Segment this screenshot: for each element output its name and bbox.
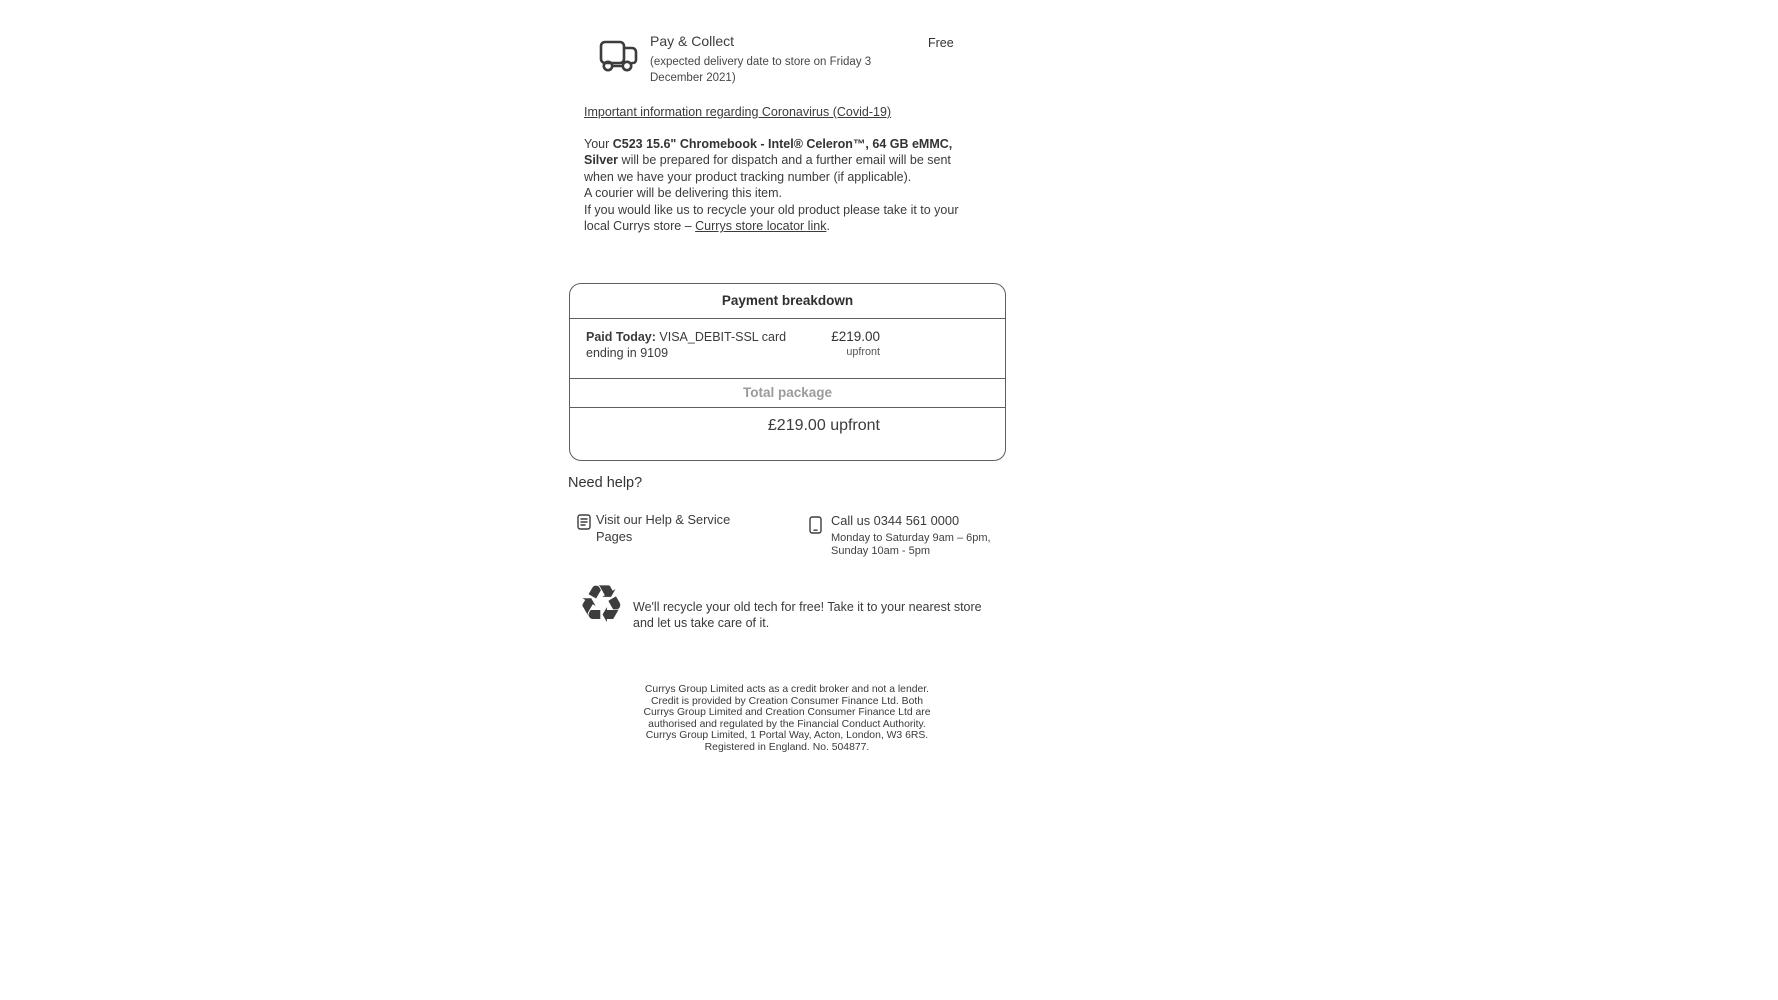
payment-breakdown-title: Payment breakdown xyxy=(570,284,1005,319)
total-amount-block xyxy=(768,417,880,435)
paid-today-method: VISA_DEBIT-SSL card ending in 9109 xyxy=(586,330,787,360)
need-help-heading: Need help? xyxy=(568,475,643,491)
opening-hours xyxy=(831,532,1011,557)
phone-icon xyxy=(809,516,822,534)
dispatch-prefix: Your xyxy=(584,137,613,151)
delivery-note-line1: (expected delivery date to store on Friday 3 xyxy=(650,56,872,68)
store-locator-link[interactable]: Currys store locator link xyxy=(695,219,827,234)
courier-line: A courier will be delivering this item. xyxy=(584,186,782,201)
total-amount-row xyxy=(570,408,1005,461)
total-term: upfront xyxy=(830,417,880,434)
help-pages-icon xyxy=(577,514,592,531)
paid-today-label: Paid Today: xyxy=(586,330,656,344)
call-us-number[interactable]: Call us 0344 561 0000 xyxy=(831,513,960,528)
delivery-note xyxy=(650,55,871,86)
paid-today-amount: £219.00 xyxy=(831,329,880,344)
legal-footer: Currys Group Limited acts as a credit broker and not a lender. Credit is provided by Creation Consumer Finance Ltd. Both Currys Group Limited and Creation Consumer Finance Ltd are authorised and regulated by the Financial Conduct Authority. Currys Group Limited, 1 Portal Way, Acton, London, W3 6RS. Registered in England. No. 504877. xyxy=(643,684,931,753)
recycle-offer-text: If you would like us to recycle your old product please take it to your local Currys store – xyxy=(584,202,959,234)
dispatch-paragraph xyxy=(584,136,980,234)
call-us-block xyxy=(831,513,1011,557)
dispatch-suffix: will be prepared for dispatch and a further email will be sent when we have your product tracking number (if applicable). xyxy=(584,153,951,184)
total-package-label: Total package xyxy=(570,379,1005,408)
payment-breakdown-box xyxy=(569,283,1006,461)
delivery-truck-icon xyxy=(598,37,642,75)
opening-hours-line1: Monday to Saturday 9am – 6pm, xyxy=(831,532,991,544)
product-name: C523 15.6" Chromebook - Intel® Celeron™, 64 GB eMMC, Silver xyxy=(584,137,953,168)
paid-today-description xyxy=(586,330,818,361)
paid-today-term: upfront xyxy=(846,346,880,358)
paid-today-amount-block xyxy=(831,329,880,358)
help-pages-link[interactable]: Visit our Help & Service Pages xyxy=(596,512,731,544)
delivery-cost: Free xyxy=(928,36,954,50)
recycle-icon: ♻ xyxy=(578,575,625,635)
covid-info-link[interactable]: Important information regarding Coronavirus (Covid-19) xyxy=(584,105,892,119)
opening-hours-line2: Sunday 10am - 5pm xyxy=(831,544,931,557)
sentence-period: . xyxy=(826,219,830,234)
recycle-message: We'll recycle your old tech for free! Take it to your nearest store and let us take care of it. xyxy=(633,600,982,630)
total-amount: £219.00 xyxy=(767,417,826,434)
delivery-method-title: Pay & Collect xyxy=(650,33,735,49)
paid-today-row xyxy=(570,319,1005,379)
delivery-note-line2: December 2021) xyxy=(650,71,736,84)
